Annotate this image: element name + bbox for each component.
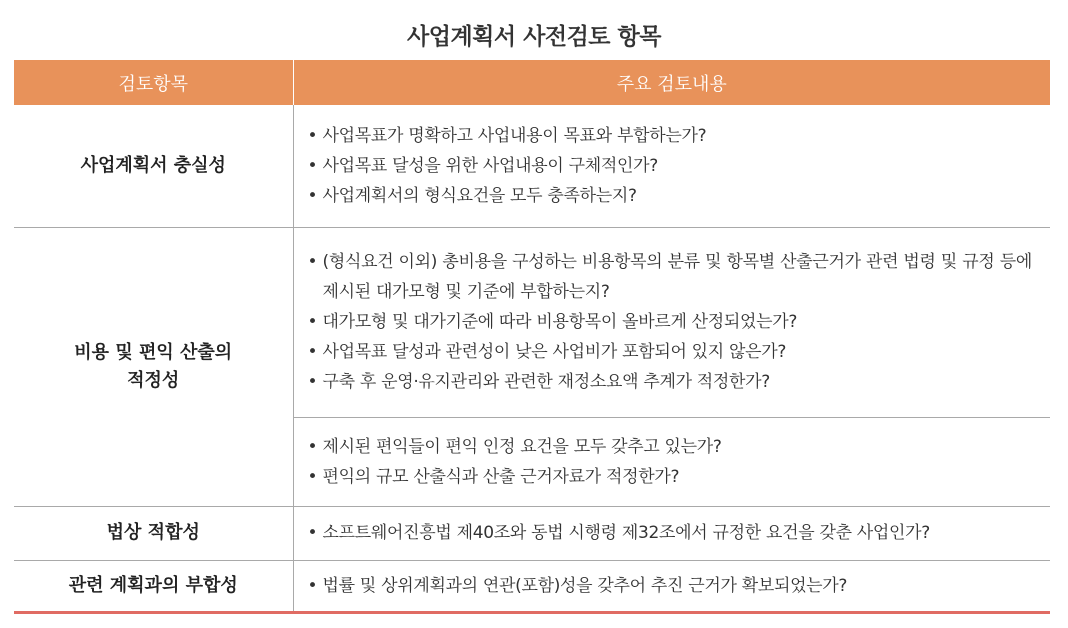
content-list bbox=[308, 432, 1033, 492]
table-header-row bbox=[14, 60, 1050, 105]
header-review-item: 검토항목 bbox=[14, 60, 293, 105]
list-item: • 구축 후 운영·유지관리와 관련한 재정소요액 추계가 적정한가? bbox=[308, 367, 1033, 397]
content-list bbox=[308, 121, 1033, 211]
header-main-review-content: 주요 검토내용 bbox=[293, 60, 1050, 105]
content-cell bbox=[293, 227, 1050, 417]
table-row bbox=[14, 506, 1050, 560]
list-item: • 대가모형 및 대가기준에 따라 비용항목이 올바르게 산정되었는가? bbox=[308, 307, 1033, 337]
list-item: • 편익의 규모 산출식과 산출 근거자료가 적정한가? bbox=[308, 462, 1033, 492]
content-list bbox=[308, 247, 1033, 397]
list-item: • (형식요건 이외) 총비용을 구성하는 비용항목의 분류 및 항목별 산출근거가 관련 법령 및 규정 등에 제시된 대가모형 및 기준에 부합하는지? bbox=[308, 247, 1033, 307]
category-plan-consistency: 관련 계획과의 부합성 bbox=[14, 560, 293, 612]
page-title: 사업계획서 사전검토 항목 bbox=[407, 24, 661, 50]
list-item: • 제시된 편익들이 편익 인정 요건을 모두 갖추고 있는가? bbox=[308, 432, 1033, 462]
table-row bbox=[14, 227, 1050, 417]
content-cell bbox=[293, 560, 1050, 612]
table-row bbox=[14, 560, 1050, 612]
content-list bbox=[308, 518, 1033, 548]
review-items-table bbox=[14, 60, 1050, 614]
table-row bbox=[14, 105, 1050, 227]
category-line: 적정성 bbox=[127, 369, 180, 391]
list-item: • 사업계획서의 형식요건을 모두 충족하는지? bbox=[308, 181, 1033, 211]
list-item: • 법률 및 상위계획과의 연관(포함)성을 갖추어 추진 근거가 확보되었는가? bbox=[308, 571, 1033, 601]
list-item: • 사업목표 달성과 관련성이 낮은 사업비가 포함되어 있지 않은가? bbox=[308, 337, 1033, 367]
content-cell bbox=[293, 105, 1050, 227]
content-cell bbox=[293, 417, 1050, 506]
list-item: • 사업목표가 명확하고 사업내용이 목표와 부합하는가? bbox=[308, 121, 1033, 151]
category-plan-completeness: 사업계획서 충실성 bbox=[14, 105, 293, 227]
list-item: • 소프트웨어진흥법 제40조와 동법 시행령 제32조에서 규정한 요건을 갖춘 사업인가? bbox=[308, 518, 1033, 548]
content-list bbox=[308, 571, 1033, 601]
category-legal-compliance: 법상 적합성 bbox=[14, 506, 293, 560]
category-line: 비용 및 편익 산출의 bbox=[74, 341, 233, 363]
category-cost-benefit-adequacy bbox=[14, 227, 293, 506]
list-item: • 사업목표 달성을 위한 사업내용이 구체적인가? bbox=[308, 151, 1033, 181]
content-cell bbox=[293, 506, 1050, 560]
